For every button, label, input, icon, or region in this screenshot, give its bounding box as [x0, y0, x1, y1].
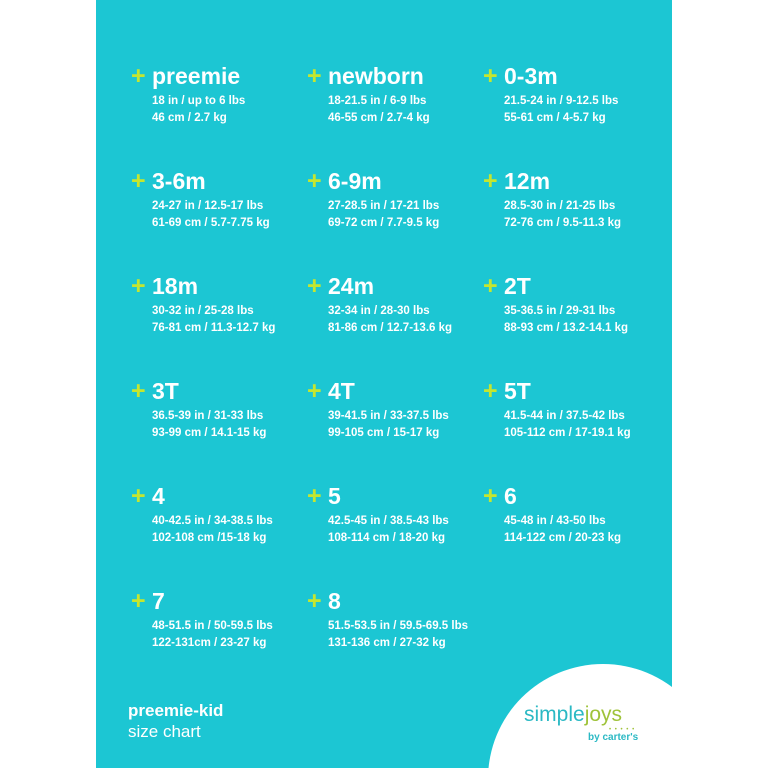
size-2t — [483, 273, 672, 337]
size-name: 7 — [152, 588, 165, 614]
size-metric: 55-61 cm / 4-5.7 kg — [504, 112, 606, 124]
size-metric: 102-108 cm /15-18 kg — [152, 532, 267, 544]
brand-dots: • • • • • — [609, 727, 636, 733]
size-name: 18m — [152, 273, 199, 299]
size-imperial: 42.5-45 in / 38.5-43 lbs — [328, 515, 449, 527]
size-5 — [307, 483, 497, 547]
size-name: 8 — [328, 588, 341, 614]
size-metric: 131-136 cm / 27-32 kg — [328, 637, 446, 649]
size-metric: 69-72 cm / 7.7-9.5 kg — [328, 217, 440, 229]
plus-icon: + — [483, 62, 498, 90]
size-name: 5T — [504, 378, 531, 404]
size-name: 3T — [152, 378, 179, 404]
size-name: 3-6m — [152, 168, 206, 194]
size-24m — [307, 273, 497, 337]
size-3t — [131, 378, 321, 442]
size-name: 12m — [504, 168, 551, 194]
size-6-9m — [307, 168, 497, 232]
size-metric: 72-76 cm / 9.5-11.3 kg — [504, 217, 621, 229]
size-imperial: 30-32 in / 25-28 lbs — [152, 305, 254, 317]
size-imperial: 51.5-53.5 in / 59.5-69.5 lbs — [328, 620, 468, 632]
chart-title: preemie-kid — [128, 701, 224, 720]
plus-icon: + — [131, 482, 146, 510]
size-imperial: 28.5-30 in / 21-25 lbs — [504, 200, 616, 212]
size-0-3m — [483, 63, 672, 127]
size-imperial: 18-21.5 in / 6-9 lbs — [328, 95, 427, 107]
size-imperial: 32-34 in / 28-30 lbs — [328, 305, 430, 317]
size-metric: 108-114 cm / 18-20 kg — [328, 532, 445, 544]
size-name: 4T — [328, 378, 355, 404]
size-preemie — [131, 63, 321, 127]
size-5t — [483, 378, 672, 442]
plus-icon: + — [307, 167, 322, 195]
size-6 — [483, 483, 672, 547]
chart-subtitle: size chart — [128, 722, 201, 741]
size-imperial: 18 in / up to 6 lbs — [152, 95, 246, 107]
plus-icon: + — [483, 167, 498, 195]
size-imperial: 27-28.5 in / 17-21 lbs — [328, 200, 440, 212]
size-name: 0-3m — [504, 63, 558, 89]
size-metric: 46-55 cm / 2.7-4 kg — [328, 112, 430, 124]
plus-icon: + — [131, 377, 146, 405]
size-name: 6-9m — [328, 168, 382, 194]
plus-icon: + — [307, 482, 322, 510]
brand-by-carters: by carter's — [588, 732, 639, 743]
size-metric: 61-69 cm / 5.7-7.75 kg — [152, 217, 270, 229]
size-imperial: 39-41.5 in / 33-37.5 lbs — [328, 410, 449, 422]
size-name: 24m — [328, 273, 375, 299]
size-4t — [307, 378, 497, 442]
size-12m — [483, 168, 672, 232]
size-metric: 76-81 cm / 11.3-12.7 kg — [152, 322, 276, 334]
size-metric: 114-122 cm / 20-23 kg — [504, 532, 621, 544]
size-4 — [131, 483, 321, 547]
size-imperial: 45-48 in / 43-50 lbs — [504, 515, 606, 527]
plus-icon: + — [307, 62, 322, 90]
size-metric: 99-105 cm / 15-17 kg — [328, 427, 440, 439]
plus-icon: + — [307, 377, 322, 405]
plus-icon: + — [131, 272, 146, 300]
size-chart-panel — [96, 0, 672, 768]
plus-icon: + — [483, 272, 498, 300]
plus-icon: + — [307, 587, 322, 615]
size-8 — [307, 588, 507, 652]
size-metric: 93-99 cm / 14.1-15 kg — [152, 427, 267, 439]
size-imperial: 21.5-24 in / 9-12.5 lbs — [504, 95, 619, 107]
size-metric: 81-86 cm / 12.7-13.6 kg — [328, 322, 453, 334]
size-imperial: 24-27 in / 12.5-17 lbs — [152, 200, 264, 212]
size-name: newborn — [328, 63, 424, 89]
size-metric: 88-93 cm / 13.2-14.1 kg — [504, 322, 629, 334]
size-metric: 46 cm / 2.7 kg — [152, 112, 227, 124]
brand-simple: simple — [524, 703, 585, 726]
size-name: 5 — [328, 483, 341, 509]
size-imperial: 36.5-39 in / 31-33 lbs — [152, 410, 264, 422]
size-metric: 105-112 cm / 17-19.1 kg — [504, 427, 631, 439]
plus-icon: + — [483, 377, 498, 405]
brand-logo — [524, 703, 622, 727]
plus-icon: + — [307, 272, 322, 300]
plus-icon: + — [483, 482, 498, 510]
size-name: 6 — [504, 483, 517, 509]
size-18m — [131, 273, 321, 337]
size-newborn — [307, 63, 497, 127]
size-name: 4 — [152, 483, 165, 509]
plus-icon: + — [131, 167, 146, 195]
size-name: preemie — [152, 63, 241, 89]
size-imperial: 35-36.5 in / 29-31 lbs — [504, 305, 616, 317]
size-name: 2T — [504, 273, 531, 299]
size-imperial: 41.5-44 in / 37.5-42 lbs — [504, 410, 625, 422]
plus-icon: + — [131, 62, 146, 90]
size-3-6m — [131, 168, 321, 232]
size-imperial: 48-51.5 in / 50-59.5 lbs — [152, 620, 273, 632]
size-metric: 122-131cm / 23-27 kg — [152, 637, 267, 649]
plus-icon: + — [131, 587, 146, 615]
size-imperial: 40-42.5 in / 34-38.5 lbs — [152, 515, 273, 527]
brand-joys: joys — [584, 703, 623, 726]
size-7 — [131, 588, 321, 652]
